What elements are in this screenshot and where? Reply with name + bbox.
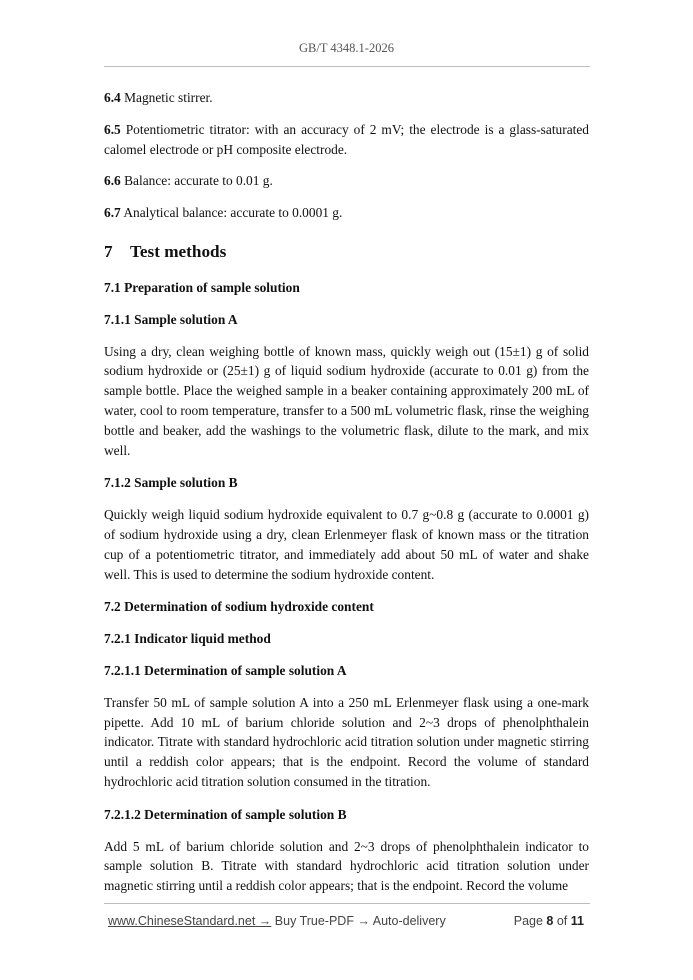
- page-of: of: [556, 914, 568, 928]
- paragraph-7-2-1-2: Add 5 mL of barium chloride solution and 2~3 drops of phenolphthalein indicator to sample solution B. Titrate with standard hydrochloric acid titration solution under magnetic stirring until a reddish color appears; that is the endpoint. Record the volume: [104, 838, 589, 894]
- footer-link-text: www.ChineseStandard.net: [108, 914, 256, 928]
- clause-number: 6.5: [104, 121, 121, 137]
- paragraph-7-1-1: Using a dry, clean weighing bottle of known mass, quickly weigh out (15±1) g of solid sodium hydroxide or (25±1) g of liquid sodium hydroxide (accurate to 0.01 g) from the sample bottle. Place the weighed sample in a beaker containing approximately 200 mL of water, cool to room temperature, transfer to a 500 mL volumetric flask, rinse the weighing bottle and beaker, add the washings to the volumetric flask, dilute to the mark, and mix well.: [104, 343, 589, 458]
- heading-7-2-1-1: 7.2.1.1 Determination of sample solution A: [104, 662, 347, 678]
- section-title: Test methods: [130, 241, 227, 261]
- clause-6-4: [104, 88, 589, 108]
- document-body: [104, 88, 589, 909]
- clause-number: 6.4: [104, 90, 121, 105]
- clause-number: 6.6: [104, 173, 121, 189]
- heading-7-2: 7.2 Determination of sodium hydroxide content: [104, 599, 374, 615]
- paragraph-7-2-1-1: Transfer 50 mL of sample solution A into a 250 mL Erlenmeyer flask using a one-mark pipette. Add 10 mL of barium chloride solution and 2~3 drops of phenolphthalein indicator. Titrate with standard hydrochloric acid titration solution under magnetic stirring until a reddish color appears; that is the endpoint. Record the volume of standard hydrochloric acid titration solution consumed in the titration.: [104, 694, 589, 789]
- header-divider: [104, 66, 590, 67]
- page-current: 8: [546, 914, 554, 928]
- heading-7-1: 7.1 Preparation of sample solution: [104, 279, 300, 295]
- heading-7-1-2: 7.1.2 Sample solution B: [104, 475, 238, 491]
- clause-text: Magnetic stirrer.: [124, 90, 213, 105]
- section-heading-7: [104, 241, 589, 263]
- footer-divider: [104, 903, 590, 904]
- page-total: 11: [570, 914, 584, 928]
- heading-7-2-1-2: 7.2.1.2 Determination of sample solution B: [104, 806, 347, 822]
- footer-promo: [108, 914, 446, 928]
- clause-6-7: [104, 203, 589, 223]
- auto-delivery-text: Auto-delivery: [372, 914, 446, 928]
- buy-pdf-text: Buy True-PDF: [274, 914, 354, 928]
- clause-text: Analytical balance: accurate to 0.0001 g.: [123, 205, 343, 221]
- paragraph-7-1-2: Quickly weigh liquid sodium hydroxide equivalent to 0.7 g~0.8 g (accurate to 0.0001 g) of sodium hydroxide using a dry, clean Erlenmeyer flask of known mass or the titration cup of a potentiometric titrator, and immediately add about 50 mL of water and shake well. This is used to determine the sodium hydroxide content.: [104, 507, 589, 582]
- page-number-indicator: [514, 914, 584, 928]
- arrow-right-icon: →: [357, 914, 370, 928]
- heading-7-1-1: 7.1.1 Sample solution A: [104, 311, 238, 327]
- page-label: Page: [513, 914, 543, 928]
- clause-number: 6.7: [104, 205, 121, 221]
- heading-7-2-1: 7.2.1 Indicator liquid method: [104, 631, 271, 647]
- section-number: 7: [104, 241, 113, 261]
- arrow-right-icon: →: [258, 914, 272, 928]
- clause-text: Potentiometric titrator: with an accuracy of 2 mV; the electrode is a glass-saturated calomel electrode or pH composite electrode.: [104, 121, 589, 157]
- page-header-title: GB/T 4348.1-2026: [299, 41, 394, 55]
- clause-text: Balance: accurate to 0.01 g.: [124, 173, 273, 189]
- clause-6-5: [104, 120, 589, 160]
- clause-6-6: [104, 171, 589, 191]
- page-footer: [104, 914, 590, 932]
- chinesestandard-link[interactable]: [108, 914, 271, 928]
